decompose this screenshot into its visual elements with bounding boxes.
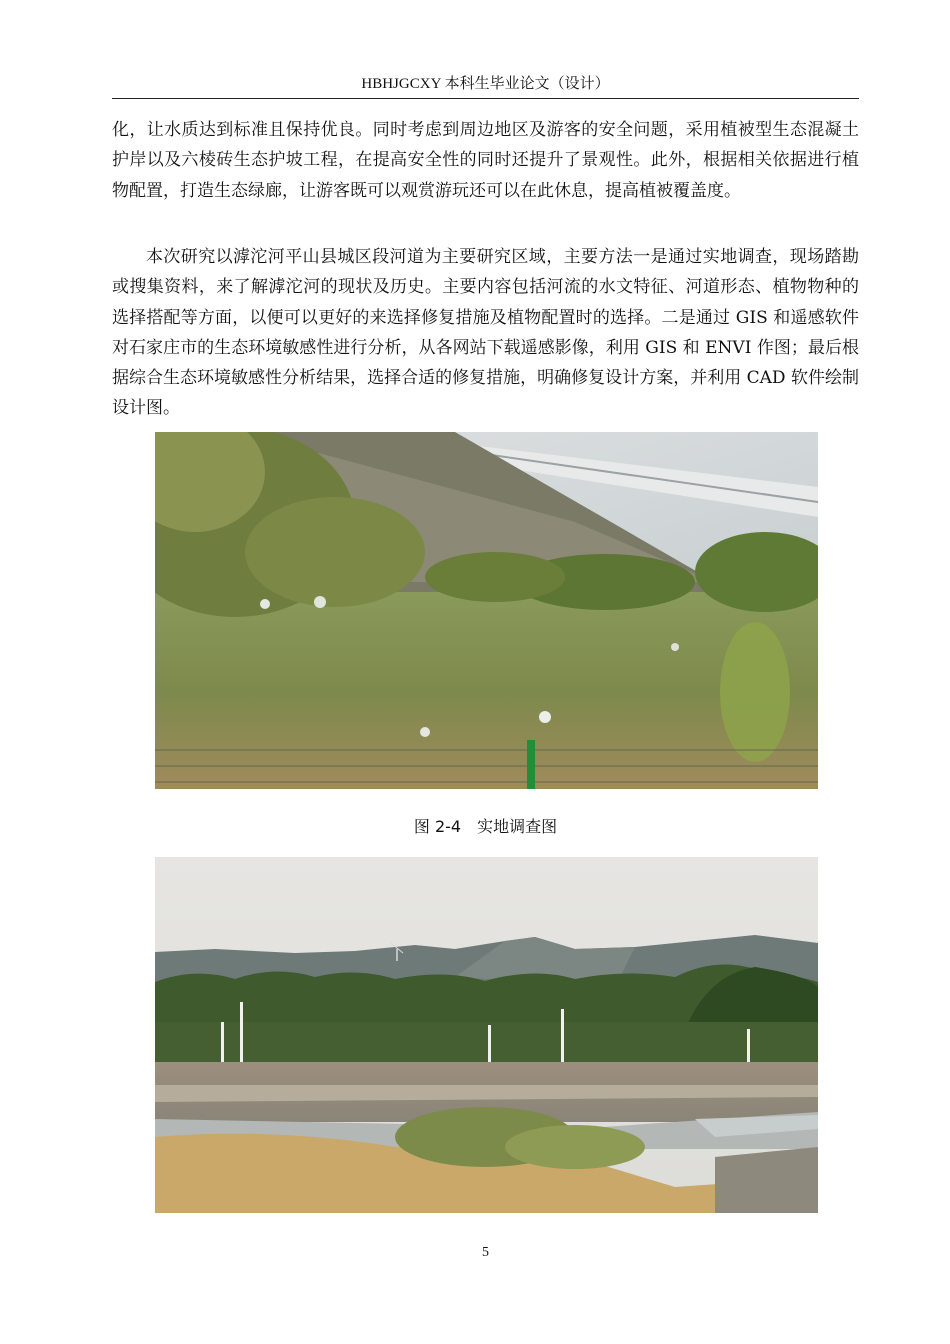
field-survey-photo-riverbank xyxy=(155,432,818,789)
field-survey-photo-mountains xyxy=(155,857,818,1213)
body-paragraph-2: 本次研究以滹沱河平山县城区段河道为主要研究区域，主要方法一是通过实地调查，现场踏勘或搜集资料，来了解滹沱河的现状及历史。主要内容包括河流的水文特征、河道形态、植物物种的选择搭配等方面，以便可以更好的来选择修复措施及植物配置时的选择。二是通过 GIS 和遥感软件对石家庄市的生态环境敏感性进行分析，从各网站下载遥感影像，利用 GIS 和 ENVI 作图；最后根据综合生态环境敏感性分析结果，选择合适的修复措施，明确修复设计方案，并利用 CAD 软件绘制设计图。 xyxy=(112,247,859,419)
header-rule xyxy=(112,98,859,99)
figure-caption: 图 2-4 实地调查图 xyxy=(413,817,558,836)
body-paragraph-1: 化，让水质达到标准且保持优良。同时考虑到周边地区及游客的安全问题，采用植被型生态混凝土护岸以及六棱砖生态护坡工程，在提高安全性的同时还提升了景观性。此外，根据相关依据进行植物配置，打造生态绿廊，让游客既可以观赏游玩还可以在此休息，提高植被覆盖度。 xyxy=(112,120,859,201)
page-number: 5 xyxy=(482,1245,489,1260)
running-header: HBHJGCXY 本科生毕业论文（设计） xyxy=(361,76,610,92)
